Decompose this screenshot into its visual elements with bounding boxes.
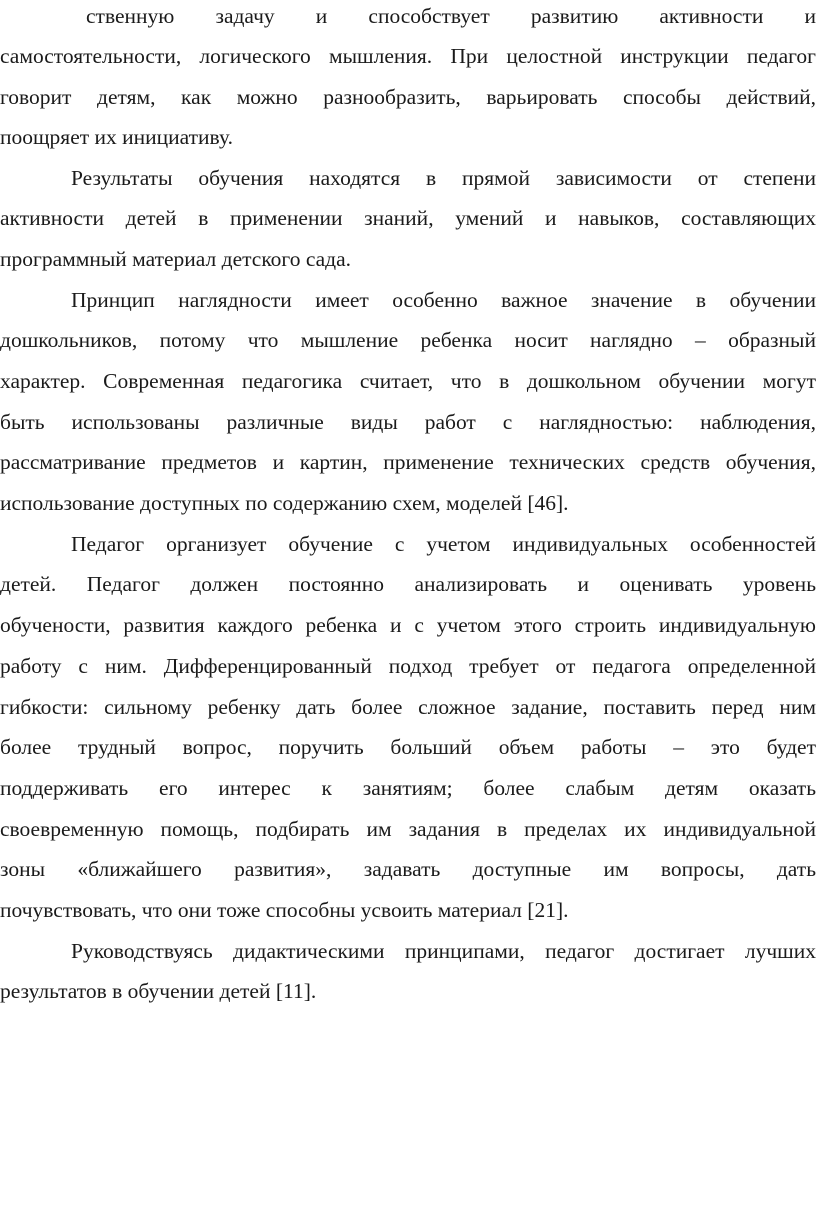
paragraph-3-line-6: использование доступных по содержанию схем, моделей [46]. [0, 491, 569, 515]
paragraph-4-line-6: более трудный вопрос, поручить больший объем работы – это будет [0, 735, 816, 759]
paragraph-4-line-5: гибкости: сильному ребенку дать более сложное задание, поставить перед ним [0, 695, 816, 719]
text-line-3: говорит детям, как можно разнообразить, варьировать способы действий, [0, 85, 816, 109]
paragraph-2-line-2: активности детей в применении знаний, умений и навыков, составляющих [0, 206, 816, 230]
paragraph-3-line-4: быть использованы различные виды работ с наглядностью: наблюдения, [0, 410, 816, 434]
paragraph-4-line-1: Педагог организует обучение с учетом индивидуальных особенностей [71, 532, 816, 556]
paragraph-3-line-3: характер. Современная педагогика считает, что в дошкольном обучении могут [0, 369, 816, 393]
text-line-2: самостоятельности, логического мышления. При целостной инструкции педагог [0, 44, 816, 68]
paragraph-5-line-2: результатов в обучении детей [11]. [0, 979, 317, 1003]
paragraph-3-line-1: Принцип наглядности имеет особенно важное значение в обучении [71, 288, 816, 312]
paragraph-4-line-10: почувствовать, что они тоже способны усвоить материал [21]. [0, 898, 569, 922]
paragraph-3-line-5: рассматривание предметов и картин, применение технических средств обучения, [0, 450, 816, 474]
paragraph-4-line-7: поддерживать его интерес к занятиям; более слабым детям оказать [0, 776, 816, 800]
paragraph-4-line-9: зоны «ближайшего развития», задавать доступные им вопросы, дать [0, 857, 816, 881]
text-line-1: ственную задачу и способствует развитию активности и [86, 4, 816, 28]
paragraph-2-line-1: Результаты обучения находятся в прямой зависимости от степени [71, 166, 816, 190]
paragraph-2-line-3: программный материал детского сада. [0, 247, 352, 271]
paragraph-4-line-3: обучености, развития каждого ребенка и с учетом этого строить индивидуальную [0, 613, 816, 637]
paragraph-4-line-2: детей. Педагог должен постоянно анализировать и оценивать уровень [0, 572, 816, 596]
text-line-4: поощряет их инициативу. [0, 125, 233, 149]
paragraph-5-line-1: Руководствуясь дидактическими принципами, педагог достигает лучших [71, 939, 816, 963]
paragraph-4-line-4: работу с ним. Дифференцированный подход требует от педагога определенной [0, 654, 816, 678]
paragraph-4-line-8: своевременную помощь, подбирать им задания в пределах их индивидуальной [0, 817, 816, 841]
paragraph-3-line-2: дошкольников, потому что мышление ребенка носит наглядно – образный [0, 328, 816, 352]
